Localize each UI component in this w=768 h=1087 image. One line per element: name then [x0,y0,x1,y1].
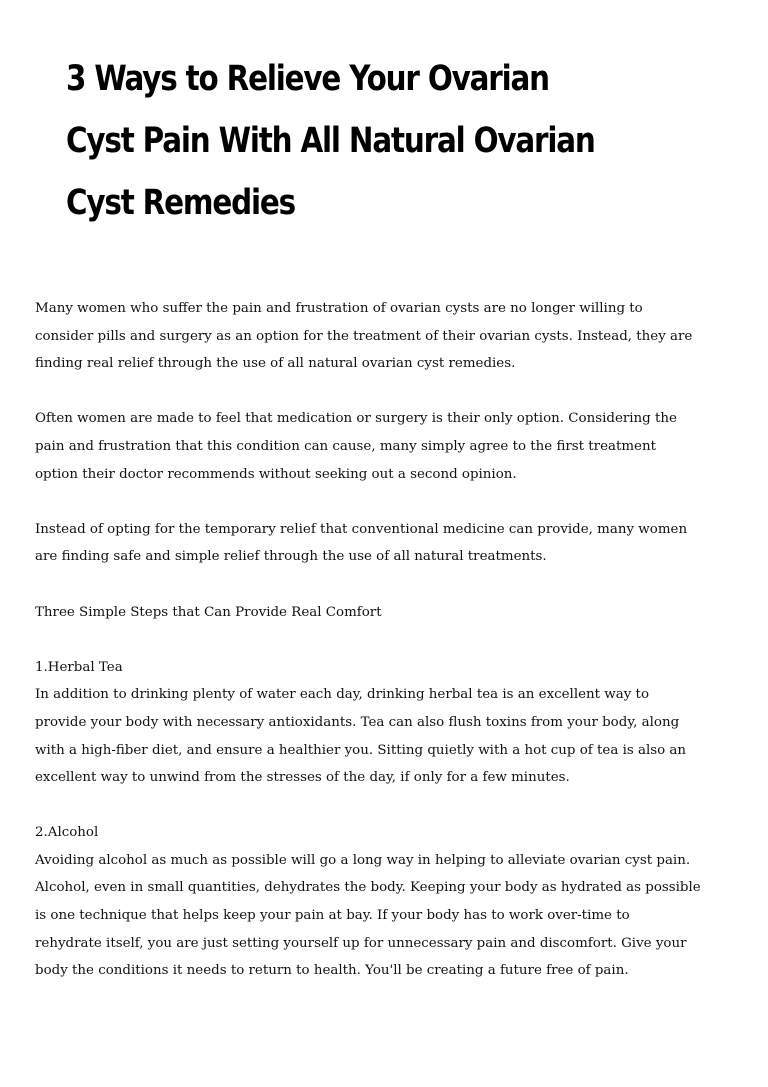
options-paragraph [35,405,735,488]
title-line: 3 Ways to Relieve Your Ovarian [66,59,549,99]
step-heading: 2.Alcohol [35,825,99,841]
document-body [35,295,735,1012]
intro-paragraph [35,295,735,378]
steps-subheading [35,599,735,627]
text-line: finding real relief through the use of all natural ovarian cyst remedies. [35,356,516,372]
text-line: is one technique that helps keep your pain at bay. If your body has to work over-time to [35,908,630,924]
subheading-text: Three Simple Steps that Can Provide Real Comfort [35,604,382,620]
text-line: In addition to drinking plenty of water each day, drinking herbal tea is an excellent way to [35,687,650,703]
step-heading: 1.Herbal Tea [35,659,123,675]
text-line: with a high-fiber diet, and ensure a healthier you. Sitting quietly with a hot cup of tea is also an [35,742,687,758]
title-line: Cyst Pain With All Natural Ovarian [66,121,595,161]
text-line: rehydrate itself, you are just setting yourself up for unnecessary pain and discomfort. Give your [35,935,687,951]
text-line: consider pills and surgery as an option for the treatment of their ovarian cysts. Instead, they are [35,328,693,344]
text-line: pain and frustration that this condition can cause, many simply agree to the first treatment [35,438,656,454]
text-line: option their doctor recommends without seeking out a second opinion. [35,466,517,482]
natural-treatments-paragraph [35,516,735,571]
text-line: provide your body with necessary antioxidants. Tea can also flush toxins from your body, along [35,714,680,730]
title-line: Cyst Remedies [66,183,295,223]
text-line: Alcohol, even in small quantities, dehydrates the body. Keeping your body as hydrated as possible [35,880,701,896]
text-line: Avoiding alcohol as much as possible will go a long way in helping to alleviate ovarian cyst pain. [35,852,691,868]
text-line: Many women who suffer the pain and frustration of ovarian cysts are no longer willing to [35,301,643,316]
text-line: body the conditions it needs to return to health. You'll be creating a future free of pain. [35,963,629,979]
text-line: Often women are made to feel that medication or surgery is their only option. Considering the [35,411,677,427]
text-line: excellent way to unwind from the stresses of the day, if only for a few minutes. [35,770,570,786]
document-title [66,48,620,234]
text-line: Instead of opting for the temporary relief that conventional medicine can provide, many women [35,521,688,537]
text-line: are finding safe and simple relief through the use of all natural treatments. [35,549,547,565]
step-alcohol [35,819,735,985]
step-herbal-tea [35,654,735,792]
